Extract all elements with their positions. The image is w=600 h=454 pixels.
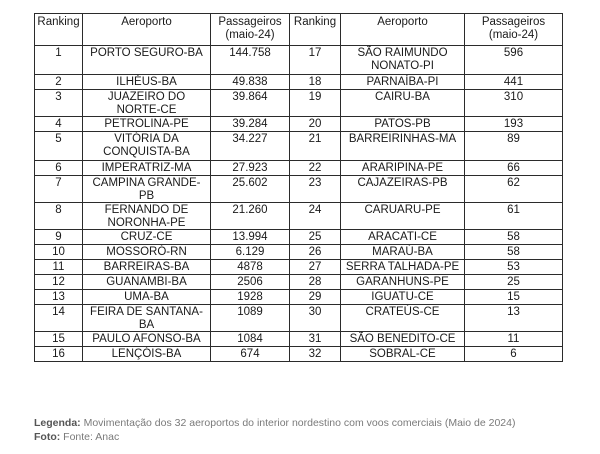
passengers-cell: 6.129 bbox=[211, 245, 290, 260]
table-row bbox=[35, 117, 563, 132]
airport-cell: FERNANDO DE NORONHA-PE bbox=[83, 203, 211, 230]
airport-cell: ARARIPINA-PE bbox=[341, 161, 465, 176]
ranking-cell: 19 bbox=[290, 90, 341, 117]
passengers-cell: 15 bbox=[465, 290, 563, 305]
airport-cell: MARAÚ-BA bbox=[341, 245, 465, 260]
passengers-cell: 39.284 bbox=[211, 117, 290, 132]
table-row bbox=[35, 290, 563, 305]
passengers-cell: 58 bbox=[465, 245, 563, 260]
airport-cell: VITÓRIA DA CONQUISTA-BA bbox=[83, 132, 211, 161]
photo-credit-line bbox=[34, 430, 515, 444]
airport-cell: GUANAMBI-BA bbox=[83, 275, 211, 290]
ranking-cell: 2 bbox=[35, 75, 83, 90]
table-row bbox=[35, 305, 563, 332]
ranking-cell: 3 bbox=[35, 90, 83, 117]
passengers-cell: 1089 bbox=[211, 305, 290, 332]
passengers-cell: 13.994 bbox=[211, 230, 290, 245]
airport-cell: CAJAZEIRAS-PB bbox=[341, 176, 465, 203]
ranking-cell: 7 bbox=[35, 176, 83, 203]
airport-cell: SÃO RAIMUNDO NONATO-PI bbox=[341, 46, 465, 75]
ranking-cell: 13 bbox=[35, 290, 83, 305]
legend-line bbox=[34, 416, 515, 430]
table-row bbox=[35, 176, 563, 203]
legend-text: Movimentação dos 32 aeroportos do interior nordestino com voos comerciais (Maio de 2024) bbox=[80, 417, 516, 429]
ranking-cell: 21 bbox=[290, 132, 341, 161]
airport-cell: CRATEÚS-CE bbox=[341, 305, 465, 332]
ranking-cell: 17 bbox=[290, 46, 341, 75]
header-passengers-left: Passageiros (maio-24) bbox=[211, 14, 290, 46]
table-row bbox=[35, 90, 563, 117]
header-airport-right: Aeroporto bbox=[341, 14, 465, 46]
photo-label: Foto: bbox=[34, 431, 61, 443]
table-row bbox=[35, 75, 563, 90]
table-row bbox=[35, 203, 563, 230]
airport-cell: LENÇÓIS-BA bbox=[83, 347, 211, 362]
ranking-cell: 15 bbox=[35, 332, 83, 347]
airport-cell: SÃO BENEDITO-CE bbox=[341, 332, 465, 347]
ranking-cell: 14 bbox=[35, 305, 83, 332]
passengers-cell: 66 bbox=[465, 161, 563, 176]
ranking-cell: 10 bbox=[35, 245, 83, 260]
airport-cell: SOBRAL-CE bbox=[341, 347, 465, 362]
passengers-cell: 4878 bbox=[211, 260, 290, 275]
ranking-cell: 1 bbox=[35, 46, 83, 75]
ranking-cell: 29 bbox=[290, 290, 341, 305]
ranking-cell: 27 bbox=[290, 260, 341, 275]
airport-cell: BARREIRAS-BA bbox=[83, 260, 211, 275]
header-airport-left: Aeroporto bbox=[83, 14, 211, 46]
ranking-cell: 11 bbox=[35, 260, 83, 275]
passengers-cell: 25 bbox=[465, 275, 563, 290]
table-row bbox=[35, 46, 563, 75]
table-row bbox=[35, 332, 563, 347]
airport-cell: MOSSORÓ-RN bbox=[83, 245, 211, 260]
table-row bbox=[35, 230, 563, 245]
passengers-cell: 596 bbox=[465, 46, 563, 75]
airport-ranking-table bbox=[34, 13, 563, 362]
passengers-cell: 25.602 bbox=[211, 176, 290, 203]
airport-cell: PATOS-PB bbox=[341, 117, 465, 132]
ranking-cell: 23 bbox=[290, 176, 341, 203]
ranking-cell: 5 bbox=[35, 132, 83, 161]
airport-cell: CRUZ-CE bbox=[83, 230, 211, 245]
table-row bbox=[35, 132, 563, 161]
ranking-cell: 31 bbox=[290, 332, 341, 347]
airport-cell: ARACATI-CE bbox=[341, 230, 465, 245]
airport-cell: PORTO SEGURO-BA bbox=[83, 46, 211, 75]
ranking-cell: 30 bbox=[290, 305, 341, 332]
airport-cell: PETROLINA-PE bbox=[83, 117, 211, 132]
table-body bbox=[35, 46, 563, 362]
airport-cell: PARNAÍBA-PI bbox=[341, 75, 465, 90]
ranking-cell: 6 bbox=[35, 161, 83, 176]
passengers-cell: 144.758 bbox=[211, 46, 290, 75]
passengers-cell: 27.923 bbox=[211, 161, 290, 176]
photo-credit-text: Fonte: Anac bbox=[60, 431, 120, 443]
passengers-cell: 193 bbox=[465, 117, 563, 132]
ranking-cell: 8 bbox=[35, 203, 83, 230]
airport-cell: IGUATU-CE bbox=[341, 290, 465, 305]
header-passengers-right: Passageiros (maio-24) bbox=[465, 14, 563, 46]
airport-cell: CAMPINA GRANDE-PB bbox=[83, 176, 211, 203]
airport-cell: BARREIRINHAS-MA bbox=[341, 132, 465, 161]
passengers-cell: 441 bbox=[465, 75, 563, 90]
ranking-cell: 22 bbox=[290, 161, 341, 176]
passengers-cell: 34.227 bbox=[211, 132, 290, 161]
caption bbox=[34, 416, 515, 444]
header-ranking-left: Ranking bbox=[35, 14, 83, 46]
ranking-cell: 28 bbox=[290, 275, 341, 290]
passengers-cell: 2506 bbox=[211, 275, 290, 290]
passengers-cell: 39.864 bbox=[211, 90, 290, 117]
ranking-cell: 25 bbox=[290, 230, 341, 245]
passengers-cell: 62 bbox=[465, 176, 563, 203]
table-row bbox=[35, 347, 563, 362]
ranking-cell: 12 bbox=[35, 275, 83, 290]
legend-label: Legenda: bbox=[34, 417, 81, 429]
airport-cell: PAULO AFONSO-BA bbox=[83, 332, 211, 347]
airport-cell: IMPERATRIZ-MA bbox=[83, 161, 211, 176]
passengers-cell: 13 bbox=[465, 305, 563, 332]
airport-cell: ILHÉUS-BA bbox=[83, 75, 211, 90]
passengers-cell: 89 bbox=[465, 132, 563, 161]
airport-cell: FEIRA DE SANTANA-BA bbox=[83, 305, 211, 332]
ranking-cell: 9 bbox=[35, 230, 83, 245]
passengers-cell: 310 bbox=[465, 90, 563, 117]
ranking-cell: 4 bbox=[35, 117, 83, 132]
airport-cell: JUAZEIRO DO NORTE-CE bbox=[83, 90, 211, 117]
table-row bbox=[35, 275, 563, 290]
header-ranking-right: Ranking bbox=[290, 14, 341, 46]
airport-cell: SERRA TALHADA-PE bbox=[341, 260, 465, 275]
table-header-row bbox=[35, 14, 563, 46]
passengers-cell: 6 bbox=[465, 347, 563, 362]
table-row bbox=[35, 245, 563, 260]
ranking-cell: 26 bbox=[290, 245, 341, 260]
passengers-cell: 1928 bbox=[211, 290, 290, 305]
passengers-cell: 674 bbox=[211, 347, 290, 362]
ranking-cell: 16 bbox=[35, 347, 83, 362]
passengers-cell: 53 bbox=[465, 260, 563, 275]
table-row bbox=[35, 260, 563, 275]
passengers-cell: 21.260 bbox=[211, 203, 290, 230]
ranking-cell: 18 bbox=[290, 75, 341, 90]
ranking-cell: 24 bbox=[290, 203, 341, 230]
ranking-cell: 20 bbox=[290, 117, 341, 132]
passengers-cell: 49.838 bbox=[211, 75, 290, 90]
passengers-cell: 61 bbox=[465, 203, 563, 230]
airport-ranking-table-container bbox=[34, 13, 562, 362]
ranking-cell: 32 bbox=[290, 347, 341, 362]
passengers-cell: 58 bbox=[465, 230, 563, 245]
airport-cell: UMA-BA bbox=[83, 290, 211, 305]
airport-cell: CAIRU-BA bbox=[341, 90, 465, 117]
passengers-cell: 11 bbox=[465, 332, 563, 347]
airport-cell: GARANHUNS-PE bbox=[341, 275, 465, 290]
passengers-cell: 1084 bbox=[211, 332, 290, 347]
airport-cell: CARUARU-PE bbox=[341, 203, 465, 230]
table-row bbox=[35, 161, 563, 176]
